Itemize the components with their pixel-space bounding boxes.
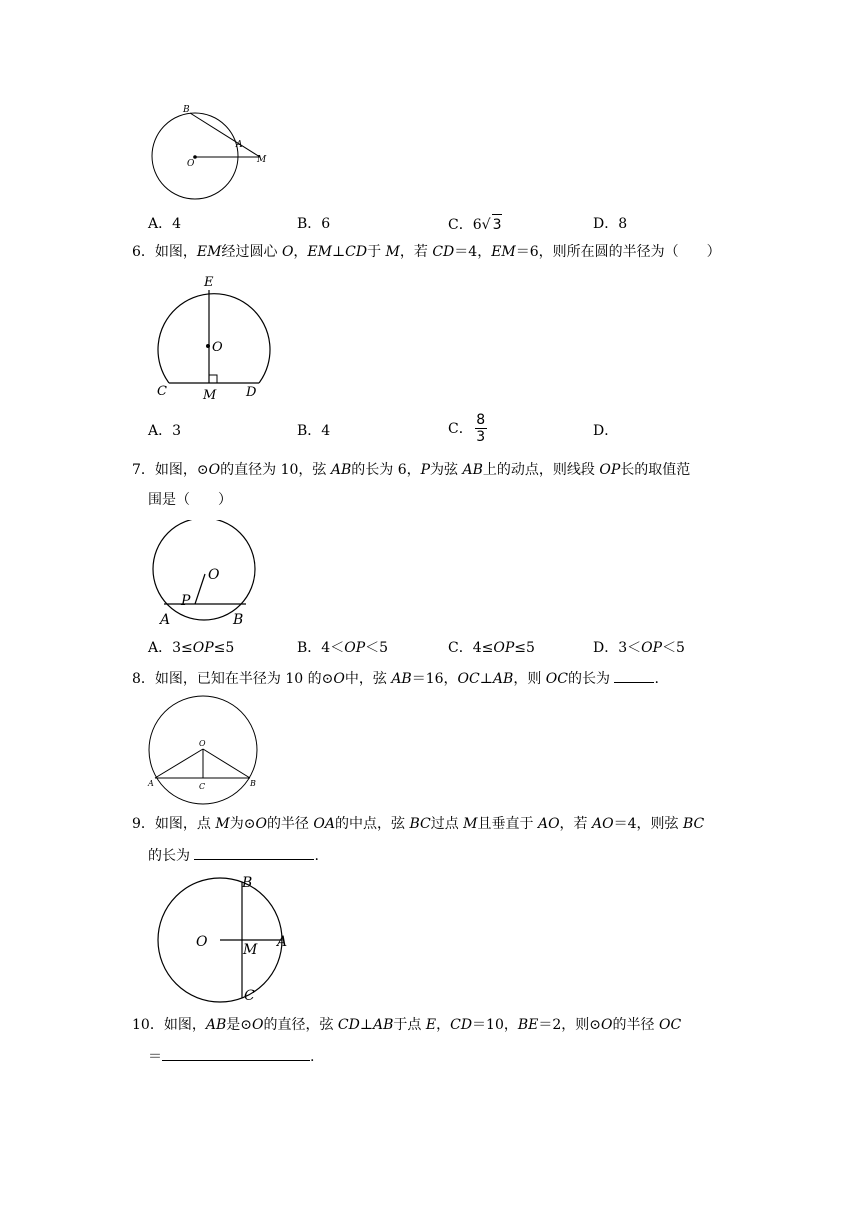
var-op: OP: [599, 462, 621, 478]
q9-text: 且垂直于: [477, 816, 538, 832]
q5-option-a: [148, 214, 181, 234]
q8-label-c: C: [199, 782, 206, 791]
q6-right-angle-mark: [209, 375, 217, 383]
q5-chord-line: [190, 113, 260, 157]
q10-text: 的半径: [612, 1017, 659, 1033]
option-text: 3＜: [618, 640, 642, 656]
q9-text: 为⊙: [229, 816, 256, 832]
q6-label-d: D: [246, 385, 257, 400]
q6-option-b: [297, 421, 330, 441]
option-letter: B．: [297, 423, 322, 439]
var-cd: CD: [337, 1017, 360, 1033]
q7-text: 为弦: [430, 462, 463, 478]
var-op: OP: [493, 640, 515, 656]
option-text: ＜5: [662, 640, 685, 656]
q6-option-d: [593, 421, 618, 441]
q10-text: 是⊙: [226, 1017, 252, 1033]
q6-number: 6．: [132, 244, 155, 260]
option-value: 4: [321, 423, 331, 439]
var-oc: OC: [658, 1017, 682, 1033]
var-bc: BC: [409, 816, 431, 832]
q9-label-m: M: [243, 942, 258, 958]
option-text: ＜5: [365, 640, 389, 656]
q10-question-line2: [148, 1046, 314, 1067]
q5-option-b: [297, 214, 330, 234]
q5-figure: [140, 100, 280, 205]
option-text: 3≤: [172, 640, 193, 656]
var-o: O: [601, 1017, 613, 1033]
option-letter: D．: [593, 640, 619, 656]
var-o: O: [333, 671, 345, 687]
q9-label-b: B: [242, 875, 253, 891]
q7-text: 长的取值范: [620, 462, 691, 478]
q8-figure: [145, 694, 270, 806]
q8-text: 如图，已知在半径为 10 的⊙: [154, 671, 334, 687]
var-e: E: [425, 1017, 437, 1033]
q10-number: 10．: [132, 1017, 164, 1033]
q9-text: 的长为: [148, 848, 195, 864]
option-text: 4＜: [321, 640, 345, 656]
radicand: 3: [492, 214, 503, 235]
var-o: O: [281, 244, 294, 260]
q7-number: 7．: [132, 462, 155, 478]
q8-question: [132, 668, 659, 689]
q10-text: .: [310, 1049, 315, 1065]
var-ao: AO: [537, 816, 560, 832]
var-m: M: [385, 244, 400, 260]
q6-text: ＝4，: [454, 244, 492, 260]
q5-label-b: B: [183, 105, 190, 115]
var-op: OP: [192, 640, 214, 656]
q6-text: 如图，: [154, 244, 197, 260]
var-em: EM: [491, 244, 516, 260]
q8-text: ⊥: [479, 671, 493, 687]
var-ab: AB: [205, 1017, 227, 1033]
var-op: OP: [344, 640, 366, 656]
q6-option-a: [148, 421, 181, 441]
option-value: 8: [618, 216, 628, 232]
option-value: 6: [321, 216, 331, 232]
q6-center-dot: [206, 344, 210, 348]
q8-segment-ob: [203, 749, 250, 778]
var-ab: AB: [330, 462, 352, 478]
option-value: 3: [172, 423, 182, 439]
option-text: ≤5: [514, 640, 535, 656]
q8-text: ＝16，: [411, 671, 458, 687]
option-coef: 6: [472, 217, 482, 233]
q9-text: 如图，点: [154, 816, 216, 832]
q6-arc: [158, 294, 270, 383]
q8-text: 的长为: [567, 671, 615, 687]
q8-label-b: B: [250, 779, 256, 788]
q10-text: ＝: [148, 1049, 162, 1065]
option-letter: C．: [448, 640, 473, 656]
option-letter: B．: [297, 640, 322, 656]
option-letter: D．: [593, 216, 619, 232]
q10-question-line1: [132, 1015, 681, 1035]
q9-text: ＝4，则弦: [613, 816, 683, 832]
fraction: [475, 413, 487, 444]
q8-text: ，则: [513, 671, 546, 687]
q9-figure: [148, 872, 293, 1007]
q5-label-a: A: [236, 140, 243, 150]
option-letter: C．: [448, 217, 473, 233]
var-be: BE: [517, 1017, 539, 1033]
var-ao: AO: [592, 816, 614, 832]
q6-label-c: C: [157, 384, 167, 399]
q8-label-a: A: [148, 779, 154, 788]
q7-question-line2: 围是（ ）: [148, 492, 232, 508]
var-bc: BC: [682, 816, 705, 832]
q7-option-b: [297, 638, 388, 658]
var-ab: AB: [373, 1017, 394, 1033]
q7-option-d: [593, 638, 685, 658]
q6-label-o: O: [212, 340, 223, 355]
q9-text: 的半径: [266, 816, 314, 832]
var-o: O: [208, 462, 221, 478]
q10-text: ＝2，则⊙: [538, 1017, 602, 1033]
q6-text: 于: [367, 244, 386, 260]
var-m: M: [215, 816, 230, 832]
option-letter: B．: [297, 216, 322, 232]
q9-text: 的中点，弦: [334, 816, 410, 832]
denominator: 3: [476, 429, 486, 445]
var-o: O: [251, 1017, 264, 1033]
q10-text: 的直径，弦: [263, 1017, 338, 1033]
var-ab: AB: [492, 671, 514, 687]
q6-label-e: E: [204, 275, 214, 290]
q5-option-c: [448, 214, 502, 235]
q6-text: ，: [293, 244, 308, 260]
q7-option-a: [148, 638, 234, 658]
q8-number: 8．: [132, 671, 155, 687]
q7-label-p: P: [181, 593, 191, 609]
option-value: 4: [172, 216, 182, 232]
q9-label-c: C: [244, 988, 255, 1004]
answer-blank[interactable]: [162, 1046, 310, 1061]
var-o: O: [255, 816, 267, 832]
var-p: P: [420, 462, 431, 478]
q7-label-o: O: [208, 567, 220, 583]
q9-text: 过点: [430, 816, 464, 832]
answer-blank[interactable]: [194, 845, 314, 860]
q9-question-line2: [148, 845, 319, 866]
numerator: 8: [476, 412, 486, 428]
q10-text: 于点: [393, 1017, 426, 1033]
option-letter: A．: [148, 423, 173, 439]
var-oc: OC: [545, 671, 568, 687]
q7-text: 上的动点，则线段: [482, 462, 600, 478]
var-em: EM: [196, 244, 222, 260]
q9-label-o: O: [196, 934, 208, 950]
q9-label-a: A: [277, 934, 288, 950]
q7-text: 的直径为 10，弦: [220, 462, 331, 478]
var-ab: AB: [462, 462, 483, 478]
q7-option-c: [448, 638, 535, 658]
q5-option-d: [593, 214, 627, 234]
q6-label-m: M: [203, 388, 217, 403]
q10-text: ，: [436, 1017, 451, 1033]
q9-number: 9．: [132, 816, 155, 832]
option-letter: A．: [148, 640, 173, 656]
q7-segment-op: [195, 574, 205, 604]
q7-text: 的长为 6，: [351, 462, 421, 478]
var-em: EM: [307, 244, 332, 260]
var-m: M: [463, 816, 478, 832]
var-op: OP: [641, 640, 663, 656]
q7-label-b: B: [233, 612, 244, 628]
q6-text: ⊥: [331, 244, 346, 260]
q7-circle: [153, 520, 255, 620]
q6-text: ，若: [399, 244, 433, 260]
q10-text: ⊥: [359, 1017, 374, 1033]
q10-text: ＝10，: [472, 1017, 518, 1033]
q7-question-line1: [132, 460, 690, 480]
option-text: ≤5: [213, 640, 235, 656]
option-letter: A．: [148, 216, 173, 232]
answer-blank[interactable]: [614, 668, 654, 683]
option-text: 4≤: [472, 640, 494, 656]
q5-label-m: M: [257, 155, 267, 165]
q6-question: [132, 242, 721, 262]
q9-text: .: [314, 848, 319, 864]
q7-label-a: A: [160, 612, 171, 628]
q10-text: 如图，: [163, 1017, 206, 1033]
q5-label-o: O: [187, 159, 195, 169]
q8-text: 中，弦: [344, 671, 392, 687]
q6-text: ＝6，则所在圆的半径为（ ）: [515, 244, 721, 260]
sqrt-symbol: √: [481, 217, 491, 233]
q9-text: ，若: [559, 816, 592, 832]
var-cd: CD: [432, 244, 455, 260]
q8-label-o: O: [199, 739, 206, 748]
option-letter: C．: [448, 420, 473, 437]
var-oa: OA: [313, 816, 335, 832]
var-cd: CD: [345, 244, 368, 260]
var-cd: CD: [450, 1017, 473, 1033]
q6-option-c: [448, 413, 487, 444]
var-oc: OC: [457, 671, 480, 687]
q6-text: 经过圆心: [221, 244, 282, 260]
q8-text: .: [654, 671, 659, 687]
q9-question-line1: [132, 814, 704, 834]
q7-text: 如图，⊙: [154, 462, 209, 478]
q6-figure: [148, 272, 278, 404]
q8-segment-oa: [155, 749, 203, 778]
q7-figure: [148, 520, 268, 630]
option-letter: D．: [593, 423, 619, 439]
var-ab: AB: [391, 671, 412, 687]
